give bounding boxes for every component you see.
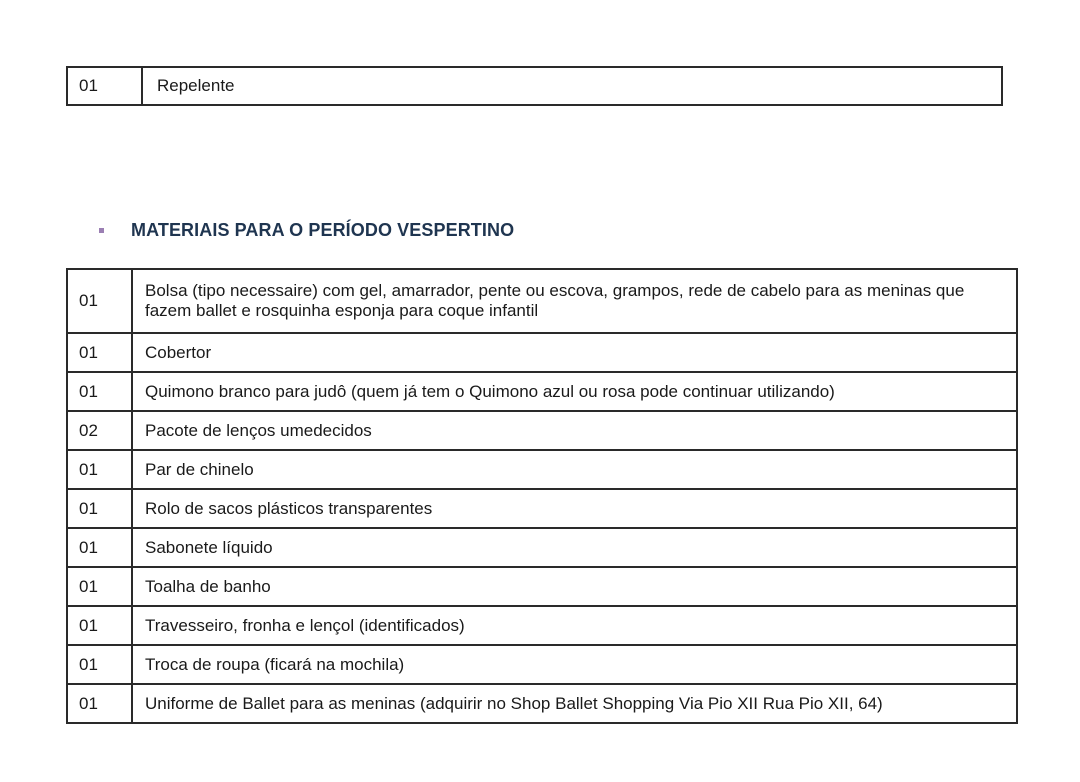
table-row [67, 372, 1017, 411]
item-cell: Sabonete líquido [132, 528, 1017, 567]
quantity-cell: 01 [67, 684, 132, 723]
item-cell: Rolo de sacos plásticos transparentes [132, 489, 1017, 528]
item-cell: Cobertor [132, 333, 1017, 372]
quantity-cell: 01 [67, 450, 132, 489]
item-cell: Bolsa (tipo necessaire) com gel, amarrador, pente ou escova, grampos, rede de cabelo para as meninas que fazem ballet e rosquinha esponja para coque infantil [132, 269, 1017, 333]
table-row [67, 606, 1017, 645]
vespertino-materials-table [66, 268, 1018, 724]
item-cell: Troca de roupa (ficará na mochila) [132, 645, 1017, 684]
item-cell: Repelente [142, 67, 1002, 105]
section-heading: MATERIAIS PARA O PERÍODO VESPERTINO [131, 220, 515, 240]
table-row [67, 489, 1017, 528]
item-cell: Travesseiro, fronha e lençol (identificados) [132, 606, 1017, 645]
item-cell: Pacote de lenços umedecidos [132, 411, 1017, 450]
quantity-cell: 01 [67, 333, 132, 372]
top-materials-table [66, 66, 1003, 106]
item-cell: Uniforme de Ballet para as meninas (adquirir no Shop Ballet Shopping Via Pio XII Rua Pio XII, 64) [132, 684, 1017, 723]
quantity-cell: 01 [67, 645, 132, 684]
quantity-cell: 01 [67, 528, 132, 567]
item-cell: Toalha de banho [132, 567, 1017, 606]
quantity-cell: 01 [67, 567, 132, 606]
table-row [67, 645, 1017, 684]
table-row [67, 528, 1017, 567]
table-row [67, 411, 1017, 450]
quantity-cell: 02 [67, 411, 132, 450]
table-row [67, 450, 1017, 489]
item-cell: Par de chinelo [132, 450, 1017, 489]
table-row [67, 684, 1017, 723]
quantity-cell: 01 [67, 372, 132, 411]
quantity-cell: 01 [67, 606, 132, 645]
quantity-cell: 01 [67, 67, 142, 105]
bullet-icon [99, 228, 104, 233]
quantity-cell: 01 [67, 489, 132, 528]
table-row [67, 269, 1017, 333]
table-row [67, 567, 1017, 606]
quantity-cell: 01 [67, 269, 132, 333]
item-cell: Quimono branco para judô (quem já tem o Quimono azul ou rosa pode continuar utilizando) [132, 372, 1017, 411]
table-row [67, 333, 1017, 372]
table-row [67, 67, 1002, 105]
